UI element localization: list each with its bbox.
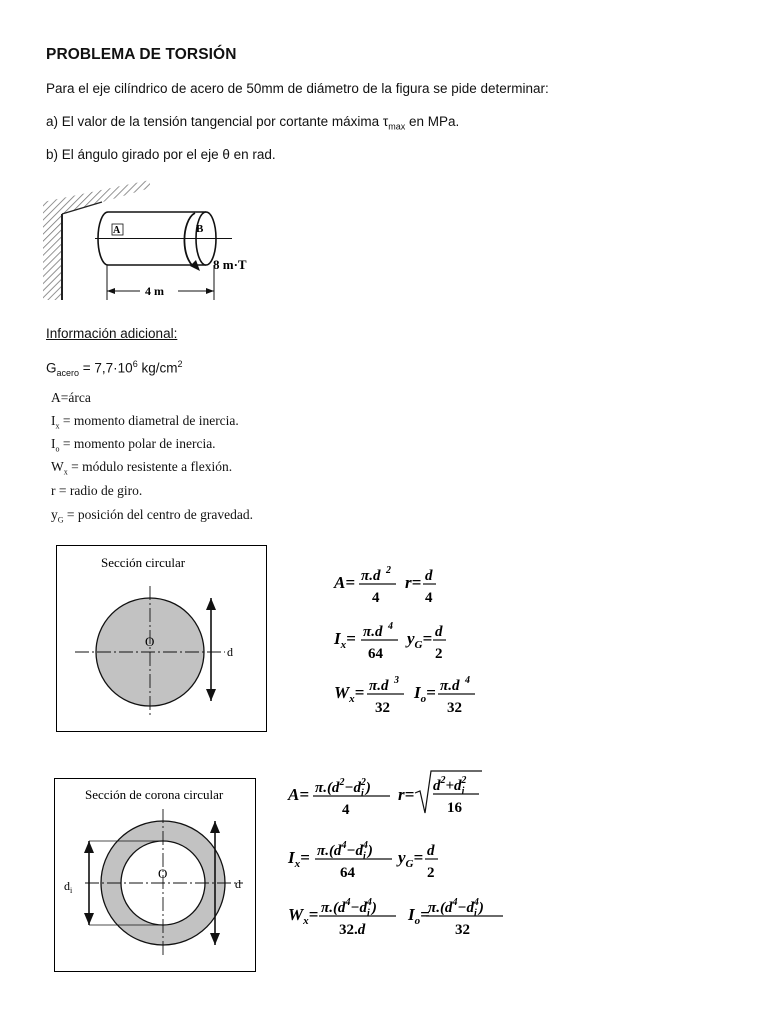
question-a-suffix: en MPa. — [405, 114, 460, 129]
g-exponent: 6 — [132, 359, 138, 369]
page-title: PROBLEMA DE TORSIÓN — [46, 46, 237, 63]
svg-text:d: d — [425, 568, 433, 584]
svg-text:d2+di2: $d^2+d_i2$ — [433, 775, 467, 797]
legend-line-ix: $I_x$ = momento diametral de inercia. — [51, 413, 239, 431]
point-a-label: A — [113, 225, 121, 236]
question-a-prefix: a) El valor de la tensión tangencial por cortante máxima τ — [46, 114, 389, 129]
svg-text:Ix=: $I_x=$ — [288, 848, 310, 870]
svg-text:Wx=: $W_x=$ — [288, 905, 319, 927]
svg-text:4: 4 — [465, 675, 470, 686]
torque-arrow — [184, 213, 197, 268]
svg-text:32: 32 — [447, 700, 462, 716]
svg-text:π.d: π.d — [440, 678, 460, 694]
intro-text: Para el eje cilíndrico de acero de 50mm de diámetro de la figura se pide determinar: — [46, 81, 549, 96]
svg-text:4: 4 — [342, 802, 350, 818]
svg-text:32: 32 — [455, 922, 470, 938]
question-a-subscript: max — [388, 121, 406, 132]
ring-section-title: Sección de corona circular — [85, 787, 224, 802]
shear-modulus — [46, 359, 183, 378]
svg-text:A=: A= — [334, 573, 356, 592]
svg-text:3: 3 — [394, 675, 399, 686]
g-symbol: G — [46, 360, 57, 376]
legend-line-wx: $W_x$ = módulo resistente a flexión. — [51, 459, 233, 477]
circular-section-title: Sección circular — [101, 555, 186, 570]
length-label: 4 m — [145, 284, 164, 298]
circular-section-box — [56, 545, 267, 732]
svg-text:π.d: π.d — [361, 568, 381, 584]
legend-line-r: r = radio de giro. — [51, 483, 143, 498]
ring-section-box — [54, 778, 256, 972]
svg-text:64: 64 — [368, 646, 383, 662]
g-unit-exponent: 2 — [177, 359, 183, 369]
question-b: b) El ángulo girado por el eje θ en rad. — [46, 147, 276, 162]
shaft-figure — [40, 180, 265, 305]
wall-hatch — [43, 180, 150, 300]
svg-text:π.d: π.d — [369, 678, 389, 694]
svg-text:π.(d4−di4): $\pi.(d^4-d_i4)$ — [317, 840, 373, 862]
svg-text:4: 4 — [372, 590, 380, 606]
ring-center-label: O — [158, 866, 168, 881]
additional-info-heading: Información adicional: — [46, 326, 178, 341]
svg-text:r=: r= — [405, 573, 422, 592]
svg-text:4: 4 — [388, 621, 393, 632]
legend-line-io: $I_o$ = momento polar de inercia. — [51, 436, 216, 454]
svg-text:32.d: 32.d — [339, 922, 366, 938]
svg-text:16: 16 — [447, 800, 462, 816]
svg-text:Ix=: $I_x=$ — [334, 629, 356, 651]
g-subscript: acero — [56, 368, 80, 379]
svg-text:Io=: $I_o=$ — [408, 905, 430, 927]
svg-text:2: 2 — [435, 646, 443, 662]
svg-text:d: d — [435, 624, 443, 640]
svg-text:64: 64 — [340, 865, 355, 881]
point-b-label: B — [196, 223, 204, 235]
svg-text:d: d — [427, 843, 435, 859]
torque-label: 8 m·T — [213, 257, 247, 272]
svg-text:r=: r= — [398, 785, 415, 804]
diameter-label: d — [227, 645, 233, 659]
svg-text:π.(d4−di4): $\pi.(d^4-d_i4)$ — [428, 897, 484, 919]
svg-text:2: 2 — [427, 865, 435, 881]
svg-text:π.(d4−di4): $\pi.(d^4-d_i4)$ — [321, 897, 377, 919]
ring-formulas — [284, 765, 524, 945]
svg-text:yG=: $y_G=$ — [398, 848, 424, 870]
svg-text:Io=: $I_o=$ — [414, 683, 436, 705]
svg-text:2: 2 — [386, 565, 391, 576]
question-a — [46, 114, 459, 132]
svg-text:π.d: π.d — [363, 624, 383, 640]
svg-text:4: 4 — [425, 590, 433, 606]
legend-line-area: A=árca — [51, 390, 91, 405]
circular-formulas — [330, 560, 480, 730]
g-unit: kg/cm — [137, 360, 178, 376]
svg-text:32: 32 — [375, 700, 390, 716]
inner-diameter-label: $d_i$ — [64, 879, 73, 895]
outer-diameter-label: d — [235, 877, 241, 891]
circle-center-label: O — [145, 634, 155, 649]
svg-text:Wx=: $W_x=$ — [334, 683, 365, 705]
svg-text:yG=: $y_G=$ — [407, 629, 433, 651]
legend-line-yg: $y_G$ = posición del centro de gravedad. — [51, 507, 253, 525]
g-value: = 7,7·10 — [79, 360, 133, 376]
svg-text:π.(d2−di2): $\pi.(d^2-d_i2)$ — [315, 777, 371, 799]
svg-text:A=: A= — [288, 785, 310, 804]
